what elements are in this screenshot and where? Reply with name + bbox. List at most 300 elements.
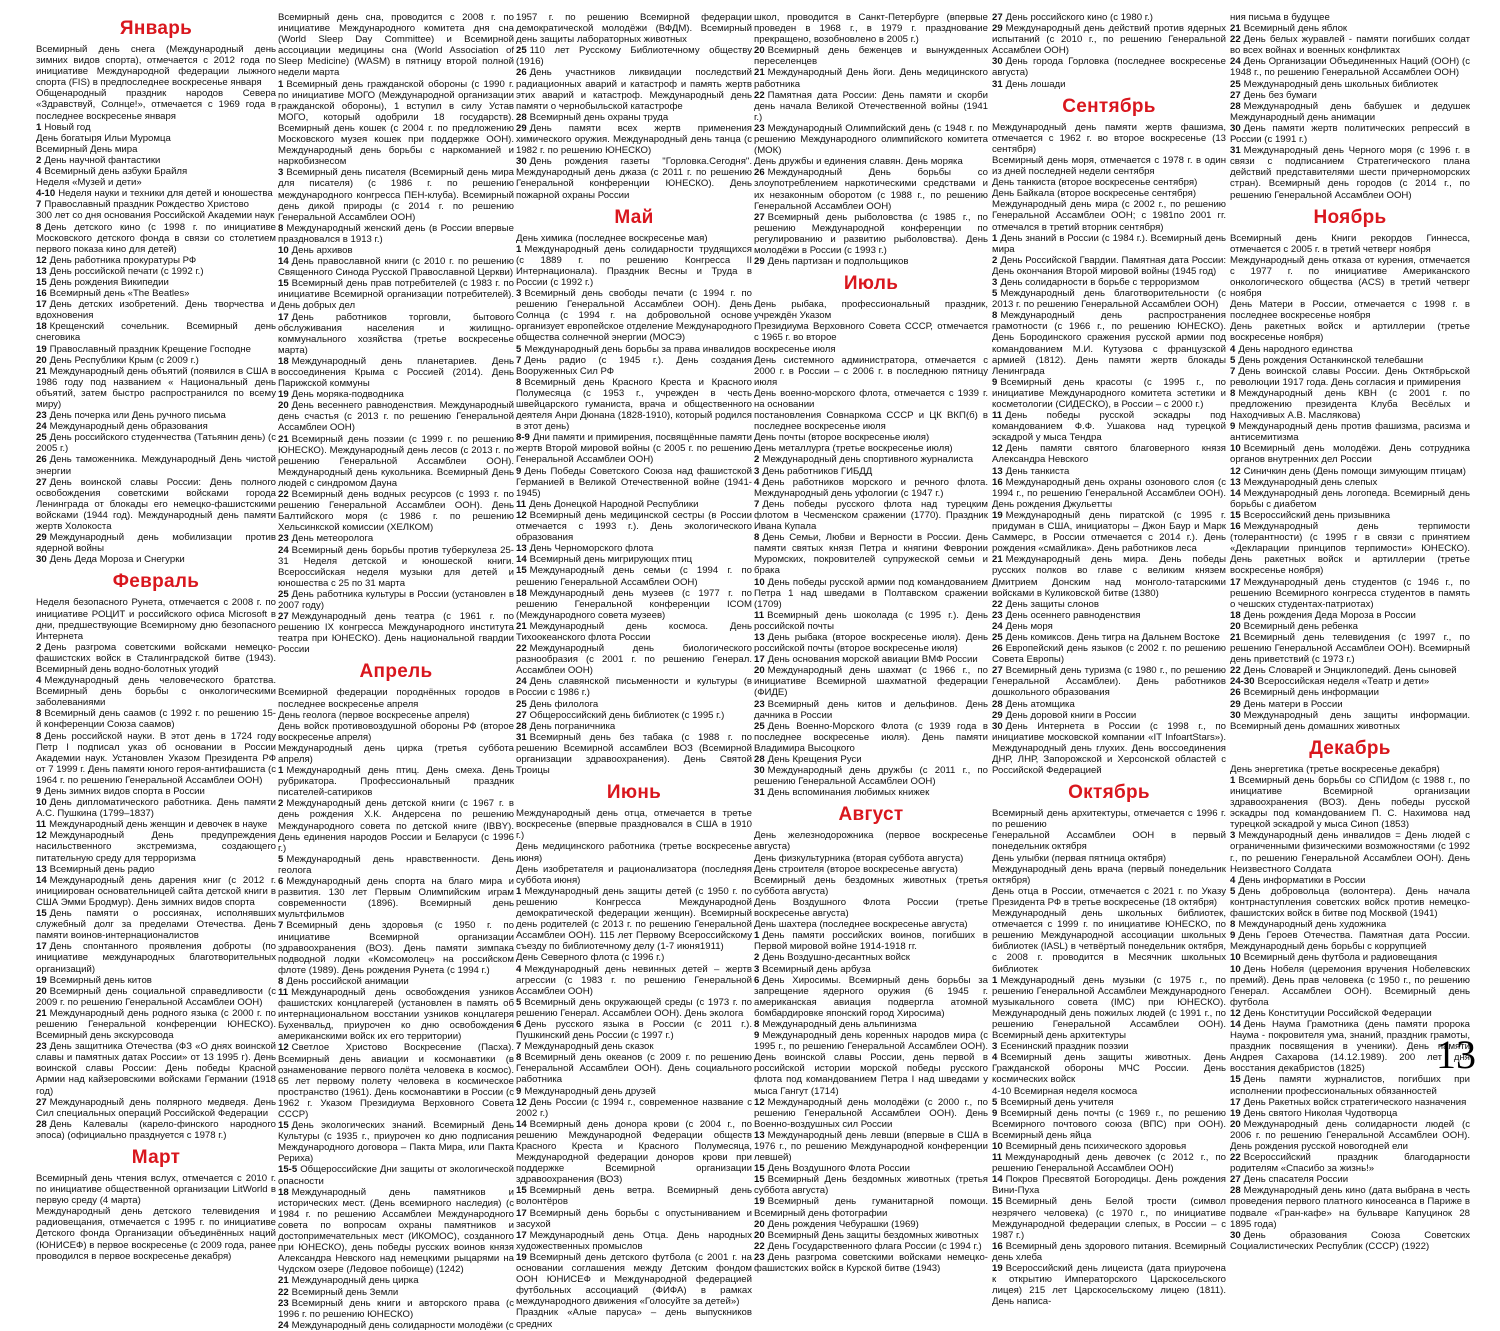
entry-text: День экологических знаний. Всемирный День Культуры (с 1935 г., приурочен ко дню подписания Международного договора – Пакта Мира, или Пакта Рериха): [278, 1120, 514, 1165]
entry-text: День строителя (второе воскресенье августа): [754, 863, 958, 875]
calendar-entry: [992, 79, 1226, 90]
entry-text: День знаний в России (с 1984 г.). Всемирный день мира: [992, 232, 1226, 255]
entry-date: 21: [36, 1007, 47, 1019]
entry-date: 13: [36, 265, 47, 277]
calendar-entry: [278, 589, 514, 611]
entry-text: Всемирный день чтения вслух, отмечается с 2010 г. по инициативе общественной организации LitWorld в первую среду (4 марта): [36, 1173, 276, 1207]
entry-date: 18: [1230, 609, 1241, 621]
entry-text: День атомщика: [1005, 698, 1075, 710]
entry-text: Международный день семьи (с 1994 г. по решению Генеральной Ассамблеи ООН): [516, 565, 752, 588]
calendar-entry: [516, 156, 752, 200]
entry-text: Всемирный День мира: [36, 143, 138, 155]
calendar-entry: [516, 676, 752, 698]
entry-date: 12: [1230, 465, 1241, 477]
entry-text: Международный день мира. День победы русских полков во главе с великим князем Дмитрием Донским над монголо-татарскими войсками в Куликовской битве (1380): [992, 554, 1226, 599]
calendar-entry: [754, 754, 988, 765]
calendar-entry: [36, 731, 276, 786]
entry-text: Международный день пиратской (с 1995 г. придуман в США, инициаторы – Джон Баур и Марк Саммерс, в России отмечается с 2014 г.). День рождения «смайлика». День работников леса: [992, 509, 1226, 555]
calendar-entry: [278, 533, 514, 544]
calendar-entry: [36, 642, 276, 675]
entry-date: 25: [36, 432, 47, 444]
entry-text: День разгрома советскими войсками немецко-фашистских войск в Сталинградской битве (1943). Всемирный день водно-болотных угодий: [36, 641, 276, 675]
calendar-entry: [754, 466, 988, 477]
entry-date: 5: [1230, 885, 1236, 897]
entry-date: 21: [754, 67, 765, 79]
calendar-entry: [1230, 23, 1470, 34]
entry-text: Всемирный день поэзии (с 1999 г. по решению ЮНЕСКО). Международный день лесов (с 2013 г. по решению Генеральной Ассамблеи ООН). Международный день кукольника. Всемирный День людей с синдромом Дауна: [278, 433, 514, 489]
entry-text: День рождения Останкинской телебашни: [1238, 354, 1424, 366]
entry-date: 29: [1230, 698, 1241, 710]
calendar-entry: [1230, 299, 1470, 321]
column-2: [278, 12, 514, 1331]
entry-date: 5: [278, 853, 284, 865]
calendar-entry: [36, 277, 276, 288]
entry-text: День войск противовоздушной обороны РФ (второе воскресенье апреля): [278, 720, 514, 743]
calendar-entry: [278, 1298, 514, 1320]
entry-date: 15: [1230, 1074, 1241, 1086]
entry-date: 18: [36, 321, 47, 333]
calendar-entry: [516, 565, 752, 587]
calendar-entry: [278, 12, 514, 79]
calendar-entry: [754, 930, 988, 952]
entry-text: День Победы Советского Союза над фашистской Германией в Великой Отечественной войне (1941-1945): [516, 465, 752, 499]
entry-date: 9: [992, 1107, 998, 1119]
entry-text: Всемирный день океанов (с 2009 г. по решению Генеральной Ассамблеи ООН). День социального работника: [516, 1052, 752, 1086]
entry-date: 1: [36, 121, 42, 133]
entry-text: Всемирный день ветра. Всемирный день волонтёров: [516, 1185, 752, 1208]
calendar-entry: [992, 177, 1226, 188]
entry-text: Международный день солидарности людей (с 2006 г. по решению Генеральной Ассамблеи ООН). День рождения русской новогодней ели: [1230, 1118, 1470, 1152]
calendar-entry: [992, 288, 1226, 310]
entry-text: День православной книги (с 2010 г. по решению Священного Синода Русской Православной Церкви): [278, 256, 514, 279]
entry-text: День химика (последнее воскресенье мая): [516, 232, 708, 244]
entry-text: День Словарей и Энциклопедий. День сыновей: [1243, 665, 1457, 677]
entry-text: День богатыря Ильи Муромца: [36, 132, 171, 144]
calendar-entry: [36, 88, 276, 121]
entry-date: 23: [992, 609, 1003, 621]
entry-date: 21: [36, 365, 47, 377]
calendar-entry: [36, 266, 276, 277]
entry-text: Международный день мира (с 2002 г., по решению Генеральной Ассамблеи ООН; с 1981по 2001 гг. отмечался в третий вторник сентября): [992, 199, 1226, 233]
calendar-entry: [516, 288, 752, 343]
entry-text: Международный день солидарности трудящихся (с 1889 г. по решению Конгресса II Интернационала). Праздник Весны и Труда в России (с 1992 г.): [516, 243, 752, 288]
month-heading: Апрель: [359, 661, 433, 683]
entry-text: Всемирный День защиты бездомных животных: [767, 1229, 979, 1241]
entry-text: Всемирный день футбола и радиовещания: [1243, 952, 1438, 964]
entry-text: День железнодорожника (первое воскресенье августа): [754, 830, 988, 853]
page-number: 13: [1436, 1032, 1476, 1077]
entry-date: 8: [36, 221, 42, 233]
entry-text: Международный женский день (в России впервые праздновался в 1913 г.): [278, 222, 514, 245]
entry-text: День рождения газеты "Горловка.Сегодня". Международный день джаза (с 2011 г. по решению Генеральной конференции ЮНЕСКО). День пожарной охраны России: [516, 156, 752, 201]
calendar-entry: [516, 233, 752, 244]
entry-text: День геолога (первое воскресенье апреля): [278, 709, 470, 721]
entry-text: День работника культуры в России (установлен в 2007 году): [278, 588, 514, 611]
calendar-entry: [1230, 687, 1470, 698]
entry-text: Международный день памяти жертв фашизма, отмечается с 1962 г. во второе воскресенье (13 сентября): [992, 121, 1226, 155]
calendar-entry: [516, 1097, 752, 1119]
entry-date: 19: [754, 1196, 765, 1208]
calendar-entry: [516, 67, 752, 111]
entry-date: 7: [1230, 365, 1236, 377]
calendar-entry: [754, 388, 988, 410]
calendar-entry: [1230, 964, 1470, 1008]
calendar-entry: [516, 1019, 752, 1041]
entry-date: 12: [278, 1042, 289, 1054]
calendar-entry: [36, 1206, 276, 1261]
entry-text: День памяти всех жертв применения химического оружия. Международный день танца (с 1982 г. по решению ЮНЕСКО): [516, 122, 752, 157]
entry-date: 8: [754, 1018, 760, 1030]
calendar-entry: [992, 1108, 1226, 1141]
calendar-entry: [1230, 34, 1470, 56]
calendar-entry: [1230, 1152, 1470, 1174]
calendar-entry: [1230, 443, 1470, 465]
entry-date: 23: [36, 1041, 47, 1053]
calendar-entry: [278, 167, 514, 222]
entry-text: Неделя «Музей и дети»: [36, 177, 142, 189]
entry-text: Всемирный день книги и авторского права (с 1996 г. по решению ЮНЕСКО): [278, 1297, 514, 1320]
calendar-entry: [516, 699, 752, 710]
entry-text: Всемирный день психического здоровья: [1005, 1141, 1187, 1152]
calendar-entry: [992, 610, 1226, 621]
calendar-entry: [36, 532, 276, 554]
entry-date: 4: [516, 963, 522, 975]
calendar-entry: [36, 410, 276, 421]
entry-text: День работников морского и речного флота. Международный день уфологии (с 1947 г.): [754, 476, 988, 499]
calendar-entry: [992, 1086, 1226, 1097]
calendar-entry: [754, 1174, 988, 1196]
entry-date: 25: [992, 631, 1003, 643]
calendar-entry: [36, 675, 276, 708]
entry-date: 10: [278, 244, 289, 256]
calendar-entry: [516, 45, 752, 67]
entry-date: 3: [992, 1041, 998, 1053]
calendar-entry: [36, 454, 276, 476]
entry-text: Всемирный день донора крови (с 2004 г., по решению Международной Федерации обществ Красного Креста и Красного Полумесяца, Международной федерации доноров крови при поддержке Всемирной организации здравоохранения (ВОЗ): [516, 1118, 752, 1186]
entry-text: Президиума Верховного Совета СССР, отмечается с 1965 г. во второе: [754, 321, 988, 344]
calendar-entry: [1230, 1108, 1470, 1119]
calendar-entry: [278, 876, 514, 920]
entry-date: 21: [278, 433, 289, 445]
calendar-entry: [992, 1141, 1226, 1152]
entry-text: Православный праздник Рождество Христово: [44, 199, 249, 211]
entry-text: День работника прокуратуры РФ: [49, 254, 197, 266]
entry-date: 20: [754, 45, 765, 57]
calendar-entry: [992, 808, 1226, 830]
entry-text: Всемирный день учителя: [1000, 1096, 1114, 1108]
entry-text: День России (с 1994 г., современное название с 2002 г.): [516, 1096, 752, 1119]
entry-text: Международный день альпинизма: [762, 1018, 917, 1030]
entry-text: Всемирный День бездомных животных (третья суббота августа): [754, 1174, 988, 1197]
calendar-entry: [1230, 1174, 1470, 1185]
calendar-entry: [516, 1185, 752, 1207]
entry-date: 4: [754, 476, 760, 488]
entry-date: 15: [992, 1196, 1003, 1208]
entry-date: 10: [36, 797, 47, 809]
calendar-entry: [516, 499, 752, 510]
entry-date: 27: [36, 476, 47, 488]
entry-date: 31: [1230, 145, 1241, 157]
entry-text: Международный день невинных детей – жертв агрессии (с 1983 г. по решению Генеральной Ассамблеи ООН): [516, 963, 752, 997]
entry-date: 25: [1230, 78, 1241, 90]
calendar-entry: [1230, 632, 1470, 665]
entry-text: День спонтанного проявления доброты (по инициативе международных благотворительных организаций): [36, 941, 276, 975]
entry-text: День информатики в России: [1238, 874, 1366, 886]
entry-text: День святого Николая Чудотворца: [1243, 1107, 1398, 1119]
calendar-entry: [516, 621, 752, 643]
calendar-entry: [992, 710, 1226, 721]
entry-text: Всемирный день медицинской сестры (в России отмечается с 1993 г.). День экологического образования: [516, 509, 752, 544]
entry-text: День матери в России: [1243, 698, 1343, 710]
entry-date: 1: [516, 243, 522, 255]
entry-text: День Нобеля (церемония вручения Нобелевских премий). День прав человека (с 1950 г., по решению Генерал. Ассамблеи ООН). Всемирный день футбола: [1230, 963, 1470, 1008]
entry-text: День радио (с 1945 г.). День создания Вооруженных Сил РФ: [516, 354, 752, 377]
entry-date: 15: [36, 908, 47, 920]
calendar-entry: [754, 964, 988, 975]
entry-text: День Интернета в России (с 1998 г., по инициативе московской компании «IT InfoartStars»). Международный день глухих. День воссоединения ДНР, ЛНР, Запорожской и Херсонской областей с Российской Федерацией: [992, 720, 1226, 777]
entry-text: Крещенский сочельник. Всемирный день снеговика: [36, 321, 276, 344]
entry-date: 30: [36, 554, 47, 566]
entry-date: 8: [36, 708, 42, 720]
entry-date: 1: [754, 930, 760, 942]
calendar-entry: [36, 797, 276, 819]
entry-text: День Государственного флага России (с 1994 г.): [767, 1240, 982, 1252]
entry-text: Всемирный день радио: [49, 863, 155, 875]
calendar-entry: [992, 310, 1226, 377]
entry-date: 15: [754, 1174, 765, 1186]
entry-date: 27: [992, 665, 1003, 677]
entry-date: 3: [754, 465, 760, 477]
column-4: [754, 12, 988, 1275]
entry-text: День рождения Википедии: [49, 276, 169, 288]
entry-date: 12: [516, 1096, 527, 1108]
entry-date: 28: [992, 698, 1003, 710]
calendar-entry: [36, 122, 276, 133]
entry-date: 27: [1230, 89, 1241, 101]
entry-text: Всемирный день почты (с 1969 г., по решению Всемирного почтового союза (ВПС) при ООН). Всемирный день яйца: [992, 1107, 1226, 1141]
entry-date: 9: [516, 1085, 522, 1097]
entry-text: День Конституции Российской Федерации: [1243, 1007, 1432, 1019]
calendar-entry: [1230, 710, 1470, 732]
calendar-entry: [278, 976, 514, 987]
entry-text: Международный день птиц. День смеха. День рубрикатора. Профессиональный праздник писателей-сатириков: [278, 765, 514, 799]
entry-text: День моря: [1005, 620, 1053, 632]
calendar-entry: [992, 665, 1226, 698]
calendar-entry: [516, 543, 752, 554]
entry-text: Международный день врача (первый понедельник октября): [992, 863, 1226, 886]
month-heading: Июнь: [606, 782, 662, 804]
entry-text: Международный день спорта на благо мира и развития. 130 лет Первым Олимпийским играм современности (1896). Всемирный день мультфильмов: [278, 876, 514, 921]
entry-date: 8: [516, 376, 522, 388]
calendar-entry: [754, 1163, 988, 1174]
calendar-entry: [1230, 521, 1470, 576]
entry-date: 15: [516, 1185, 527, 1197]
month-heading: Июль: [843, 273, 899, 295]
entry-text: Международный день детской книги (с 1967 г. в день рождения Х.К. Андерсена по решению Международного совета по детской книге (IBBY). День единения народов России и Беларуси (с 1996 г.): [278, 798, 514, 854]
calendar-entry: [36, 941, 276, 974]
entry-date: 14: [1230, 1018, 1241, 1030]
entry-date: 30: [1230, 1229, 1241, 1241]
calendar-entry: [1230, 355, 1470, 366]
entry-text: День Крещения Руси: [767, 754, 862, 765]
entry-text: Международный день памятников и исторических мест. (День всемирного наследия) (с 1984 г. по решению Ассамблеи Международного совета по вопросам охраны памятников и достопримечательных мест (ИКОМОС), созданного при ЮНЕСКО), день победы русских воинов князя Александра Невского над немецкими рыцарями на Чудском озере (Ледовое побоище) (1242): [278, 1186, 514, 1276]
entry-text: Международный день отца, отмечается в третье воскресенье (впервые праздновался в США в 1910 г.): [516, 808, 752, 842]
entry-date: 23: [278, 1297, 289, 1309]
calendar-entry: [278, 223, 514, 245]
calendar-entry: [754, 410, 988, 432]
entry-text: Всемирный день яблок: [1243, 23, 1348, 35]
calendar-entry: [278, 710, 514, 721]
entry-date: 10: [1230, 952, 1241, 964]
entry-text: День рыбака, профессиональный праздник, учреждён Указом: [754, 299, 988, 322]
entry-text: Международный день Черного моря (с 1996 г. в связи с подписанием Стратегического плана действий представителями шести причерноморских стран). Всемирный день городов (с 2014 г., по решению Генеральной Ассамблеи ООН): [1230, 145, 1470, 201]
calendar-entry: [754, 654, 988, 665]
entry-date: 12: [1230, 1007, 1241, 1019]
calendar-entry: [278, 389, 514, 400]
entry-text: Международный день сказок: [524, 1041, 654, 1053]
entry-date: 27: [278, 611, 289, 623]
entry-date: 2: [992, 254, 998, 266]
calendar-entry: [278, 312, 514, 356]
entry-text: День ракетных войск и артиллерии (третье воскресенье ноября): [1230, 321, 1470, 344]
entry-text: Неделя безопасного Рунета, отмечается с 2008 г. по инициативе РОЦИТ и российского офиса Microsoft в дни, предшествующие Всемирному дню безопасного Интернета: [36, 597, 276, 642]
entry-text: День города Горловка (последнее воскресенье августа): [992, 56, 1226, 79]
entry-date: 7: [36, 199, 42, 211]
calendar-entry: [1230, 665, 1470, 676]
entry-text: Международный день терпимости (толерантности) (с 1995 г в связи с принятием «Декларации принципов терпимости» ЮНЕСКО). День ракетных войск и артиллерии (третье воскресенье ноября): [1230, 521, 1470, 577]
calendar-entry: [754, 765, 988, 787]
calendar-entry: [754, 610, 988, 632]
entry-date: 27: [1230, 1174, 1241, 1186]
entry-date: 22: [516, 643, 527, 655]
entry-text: Международный день школьных библиотек, отмечается с 1999 г. по инициативе ЮНЕСКО, по решению Международной ассоциации школьных библиотек (IASL) в четвёртый понедельник октября, с 2008 г. проводится в Месячник школьных библиотек: [992, 908, 1226, 975]
entry-date: 7: [516, 1041, 522, 1053]
calendar-entry: [754, 12, 988, 45]
entry-text: Всемирный день без табака (с 1988 г. по решению Всемирной ассамблеи ВОЗ (Всемирной организации здравоохранения). День Святой Троицы: [516, 731, 752, 777]
entry-text: День дружбы и единения славян. День моряка: [754, 156, 963, 168]
calendar-entry: [516, 952, 752, 963]
entry-text: Всемирный день гуманитарной помощи. Всемирный день фотографии: [754, 1196, 988, 1219]
entry-date: 23: [754, 1251, 765, 1263]
entry-text: День Донецкой Народной Республики: [529, 498, 699, 510]
calendar-entry: [1230, 79, 1470, 90]
entry-date: 25: [754, 720, 765, 732]
column-6: [1230, 12, 1470, 1252]
entry-text: День научной фантастики: [44, 154, 161, 166]
calendar-entry: [754, 665, 988, 698]
entry-date: 20: [278, 400, 289, 412]
calendar-entry: [1230, 1230, 1470, 1252]
calendar-entry: [1230, 1097, 1470, 1108]
entry-text: Генеральной Ассамблеи ООН в первый понедельник октября: [992, 830, 1226, 853]
entry-date: 1: [278, 78, 284, 90]
entry-date: 22: [1230, 34, 1241, 46]
entry-date: 18: [278, 355, 289, 367]
calendar-entry: [992, 1241, 1226, 1263]
calendar-entry: [992, 908, 1226, 975]
entry-text: День рыбака (второе воскресенье июля). День российской почты (второе воскресенье июля): [754, 631, 988, 655]
entry-text: Европейский день языков (с 2002 г. по решению Совета Европы): [992, 643, 1226, 666]
entry-text: Международный Олимпийский день (с 1948 г. по решению Международного олимпийского комитета (МОК): [754, 122, 988, 157]
entry-text: День участников ликвидации последствий радиационных аварий и катастроф и память жертв этих аварий и катастроф. Международный день памяти о чернобыльской катастрофе: [516, 67, 752, 112]
calendar-entry: [36, 708, 276, 730]
entry-text: Международный день инвалидов = День людей с ограниченными физическими возможностями (с 1992 г., по решению Генеральной Ассамблеи ООН). День Неизвестного Солдата: [1230, 830, 1470, 875]
entry-date: 16: [36, 288, 47, 300]
calendar-entry: [278, 1275, 514, 1286]
entry-date: 22: [1230, 1152, 1241, 1164]
entry-text: Дни памяти и примирения, посвящённые памяти жертв Второй мировой войны (с 2005 г. по решению Генеральной Ассамблеи ООН): [516, 432, 752, 466]
entry-text: День Матери в России, отмечается с 1998 г. в последнее воскресенье ноября: [1230, 299, 1470, 322]
entry-date: 15: [36, 276, 47, 288]
entry-date: 7: [516, 354, 522, 366]
entry-date: 21: [1230, 23, 1241, 35]
entry-text: День работников ГИБДД: [762, 465, 873, 477]
calendar-entry: [1230, 421, 1470, 443]
entry-text: Всемирный день беженцев и вынужденных переселенцев: [754, 45, 988, 68]
entry-date: 22: [992, 598, 1003, 610]
column-5: [992, 12, 1226, 1308]
entry-text: Международный день театра (с 1961 г. по решению IX конгресса Международного института театра при ЮНЕСКО). День национальной гвардии России: [278, 611, 514, 656]
calendar-entry: [36, 188, 276, 199]
entry-text: Международный день спортивного журналиста: [762, 454, 974, 466]
calendar-entry: [754, 1230, 988, 1241]
entry-text: Всемирный день китов: [49, 974, 152, 986]
entry-text: День Российской Гвардии. Памятная дата России: День окончания Второй мировой войны (1945 год): [992, 254, 1226, 277]
calendar-entry: [278, 765, 514, 798]
calendar-entry: [516, 964, 752, 997]
entry-text: Международный день освобождения узников фашистских концлагерей (установлен в память об интернациональном восстании узников концлагеря Бухенвальд, приурочен ко дню освобождения американскими войск их его территории): [278, 986, 514, 1043]
calendar-entry: [992, 554, 1226, 598]
entry-date: 20: [754, 665, 765, 677]
entry-text: День филолога: [529, 698, 599, 710]
calendar-entry: [36, 288, 276, 299]
entry-text: Международный день космоса. День Тихоокеанского флота России: [516, 620, 752, 643]
entry-date: 19: [36, 974, 47, 986]
calendar-entry: [278, 356, 514, 389]
calendar-entry: [278, 1164, 514, 1186]
entry-text: День народного единства: [1238, 343, 1353, 355]
calendar-entry: [516, 643, 752, 676]
entry-date: 3: [754, 963, 760, 975]
entry-date: 17: [516, 1229, 527, 1241]
calendar-entry: [516, 997, 752, 1019]
calendar-entry: [516, 355, 752, 377]
calendar-entry: [36, 177, 276, 188]
entry-text: День шахтера (последнее воскресенье августа): [754, 919, 968, 931]
calendar-entry: [278, 1042, 514, 1120]
entry-text: День Хиросимы. Всемирный день борьбы за запрещение ядерного оружия (6 1945 г. американская авиация подвергла атомной бомбардировке японский город Хиросима): [754, 974, 988, 1019]
entry-text: Международный день солидарности молодёжи (с: [291, 1319, 514, 1331]
entry-date: 14: [992, 1174, 1003, 1186]
calendar-entry: [516, 1086, 752, 1097]
entry-text: Всемирный день свободы печати (с 1994 г. по решению Генеральной Ассамблеи ООН). День Солнца (с 1994 г. на добровольной основе организует европейское отделение Международного общества солнечной энергии (МОСЭ): [516, 288, 752, 344]
calendar-entry: [754, 919, 988, 930]
entry-text: Всемирной федерации породнённых городов в последнее воскресенье апреля: [278, 687, 514, 710]
entry-date: 11: [754, 609, 765, 621]
entry-text: воскресенье июля: [754, 343, 836, 355]
calendar-entry: [516, 1307, 752, 1329]
calendar-entry: [1230, 830, 1470, 874]
entry-date: 22: [754, 1240, 765, 1252]
entry-date: 19: [1230, 1107, 1241, 1119]
entry-text: День Байкала (второе воскресенье сентября): [992, 188, 1197, 200]
calendar-entry: [754, 443, 988, 454]
entry-text: Памятная дата России: День памяти и скорби день начала Великой Отечественной войны (1941 г.): [754, 89, 988, 123]
entry-date: 31: [754, 787, 765, 799]
calendar-entry: [36, 344, 276, 355]
entry-text: День осеннего равноденствия: [1005, 609, 1141, 621]
entry-date: 15: [278, 1120, 289, 1132]
